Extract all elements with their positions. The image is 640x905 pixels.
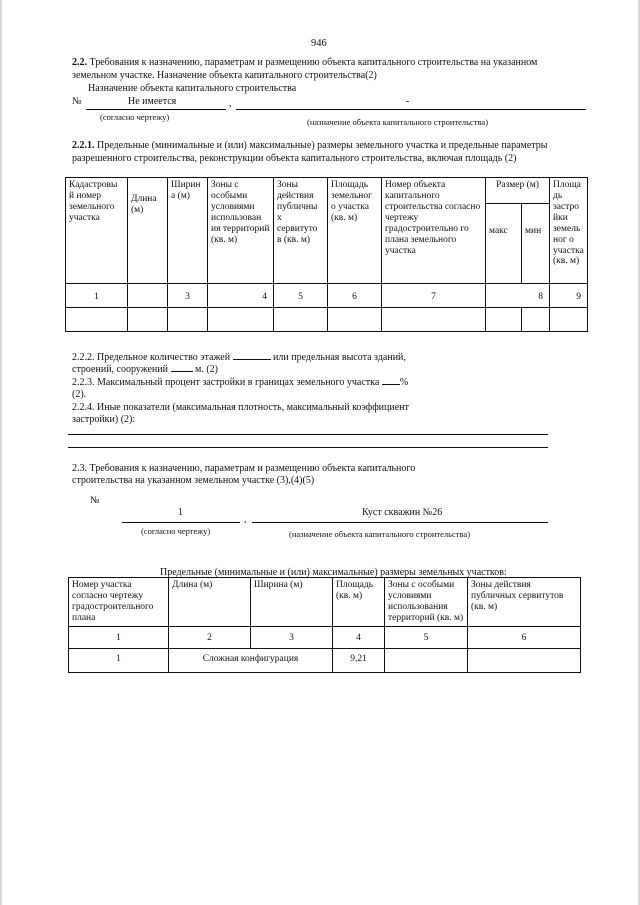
- height-blank: [171, 371, 193, 372]
- comma: ,: [229, 98, 232, 109]
- scan-edge-left: [0, 0, 2, 905]
- col-number-9: 9: [550, 284, 588, 308]
- col-number-4: 4: [208, 284, 274, 308]
- percent-sign: %: [399, 377, 409, 388]
- section-2-3-line2: строительства на указанном земельном участке (3),(4)(5): [72, 475, 315, 486]
- section-2-2-1-text: Предельные (минимальные и (или) максимальные) размеры земельного участка и предельные параметры: [97, 140, 548, 151]
- section-2-2-text: Требования к назначению, параметрам и размещению объекта капитального строительства на указанном: [89, 57, 538, 68]
- header-servitude-zones: Зоны действия публичны х сервитуто в (кв. м): [274, 178, 328, 284]
- caption-per-drawing: (согласно чертежу): [100, 112, 170, 122]
- section-2-2-1-label: 2.2.1.: [72, 140, 95, 151]
- number-underline-2: [122, 522, 240, 523]
- parameters-table: [65, 177, 588, 332]
- col-number-7: 7: [382, 284, 486, 308]
- purpose-value-2: Куст скважин №26: [362, 507, 443, 518]
- caption-object-purpose: (назначение объекта капитального строительства): [307, 117, 489, 127]
- t2-col-number-4: 4: [333, 626, 385, 648]
- table-cell: [168, 308, 208, 332]
- structures-label: строений, сооружений: [72, 364, 168, 375]
- header-cadastral-number: Кадастровы й номер земельного участка: [66, 178, 128, 284]
- blank-line-1: [68, 434, 548, 435]
- number-value: Не имеется: [128, 96, 177, 107]
- col-number-8: 8: [486, 284, 550, 308]
- header-special-zones: Зоны с особыми условиями использован ия территорий (кв. м): [208, 178, 274, 284]
- table-cell: [486, 308, 522, 332]
- t2-col-number-1: 1: [69, 626, 169, 648]
- header-length-2: Длина (м): [169, 578, 251, 627]
- row-servitude-zones: [468, 648, 581, 672]
- table-cell: [328, 308, 382, 332]
- purpose-underline-2: [252, 522, 548, 523]
- section-2-2-line2: земельном участке. Назначение объекта капитального строительства(2): [72, 70, 377, 81]
- row-area: 9,21: [333, 648, 385, 672]
- header-land-area: Площадь земельног о участка (кв. м): [328, 178, 382, 284]
- header-plot-number: Номер участка согласно чертежу градостроительного плана: [69, 578, 169, 627]
- row-configuration: Сложная конфигурация: [169, 648, 333, 672]
- row-plot-number: 1: [69, 648, 169, 672]
- comma-2: ,: [244, 514, 247, 525]
- table-cell: [522, 308, 550, 332]
- caption-object-purpose-2: (назначение объекта капитального строительства): [289, 529, 471, 539]
- table-cell: [382, 308, 486, 332]
- header-area-2: Площадь (кв. м): [333, 578, 385, 627]
- height-label: или предельная высота зданий,: [273, 352, 406, 363]
- col-number-6: 6: [328, 284, 382, 308]
- floors-blank: [233, 359, 271, 360]
- max-percent-label: 2.2.3. Максимальный процент застройки в границах земельного участка: [72, 377, 380, 388]
- col-number-3: 3: [168, 284, 208, 308]
- row-special-zones: [385, 648, 468, 672]
- header-special-zones-2: Зоны с особыми условиями использования территорий (кв. м): [385, 578, 468, 627]
- land-sizes-table: [68, 577, 581, 673]
- header-length: Длина (м): [128, 178, 168, 284]
- header-width-2: Ширина (м): [251, 578, 333, 627]
- purpose-underline: [236, 109, 586, 110]
- header-building-area: Площадь застройки земельног о участка (кв. м): [550, 178, 588, 284]
- blank-line-2: [68, 447, 548, 448]
- header-object-number: Номер объекта капитального строительства согласно чертежу градостроительно го плана земельного участка: [382, 178, 486, 284]
- t2-col-number-2: 2: [169, 626, 251, 648]
- section-2-2-line3: Назначение объекта капитального строительства: [88, 83, 297, 94]
- section-2-2-line1: [72, 57, 537, 69]
- number-sign-2: №: [90, 495, 100, 506]
- table-cell: [550, 308, 588, 332]
- number-sign: №: [72, 96, 82, 107]
- purpose-value: -: [406, 96, 410, 107]
- table-cell: [208, 308, 274, 332]
- t2-col-number-3: 3: [251, 626, 333, 648]
- table-cell: [274, 308, 328, 332]
- col-number-2: [128, 284, 168, 308]
- table-row-empty: [66, 308, 588, 332]
- page-number: 946: [311, 38, 327, 49]
- section-2-2-label: 2.2.: [72, 57, 87, 68]
- header-min: мин: [522, 204, 550, 284]
- height-unit: м. (2): [195, 364, 218, 375]
- header-max: макс: [486, 204, 522, 284]
- header-servitude-zones-2: Зоны действия публичных сервитутов (кв. м): [468, 578, 581, 627]
- number-underline: [86, 109, 226, 110]
- table-row: [69, 648, 581, 672]
- col-number-5: 5: [274, 284, 328, 308]
- floors-label: 2.2.2. Предельное количество этажей: [72, 352, 231, 363]
- table2-title: Предельные (минимальные и (или) максимальные) размеры земельных участков:: [160, 567, 507, 578]
- section-2-2-2-line2: [72, 364, 218, 376]
- section-2-3-line1: 2.3. Требования к назначению, параметрам и размещению объекта капитального: [72, 463, 416, 474]
- section-2-2-2-line1: [72, 352, 406, 364]
- section-2-2-3-line1: [72, 377, 408, 389]
- section-2-2-1-line2: разрешенного строительства, реконструкции объекта капитального строительства, включая площадь (2): [72, 153, 517, 164]
- table-cell: [66, 308, 128, 332]
- t2-col-number-5: 5: [385, 626, 468, 648]
- section-2-2-4-line2: застройки) (2):: [72, 414, 136, 425]
- caption-per-drawing-2: (согласно чертежу): [141, 526, 211, 536]
- percent-blank: [382, 384, 400, 385]
- section-2-2-3-line2: (2).: [72, 389, 87, 400]
- section-2-2-1-line1: [72, 140, 548, 152]
- header-size: Размер (м): [486, 178, 550, 204]
- col-number-1: 1: [66, 284, 128, 308]
- table-cell: [128, 308, 168, 332]
- number-value-2: 1: [178, 507, 183, 518]
- section-2-2-4-line1: 2.2.4. Иные показатели (максимальная плотность, максимальный коэффициент: [72, 402, 409, 413]
- t2-col-number-6: 6: [468, 626, 581, 648]
- header-width: Ширин а (м): [168, 178, 208, 284]
